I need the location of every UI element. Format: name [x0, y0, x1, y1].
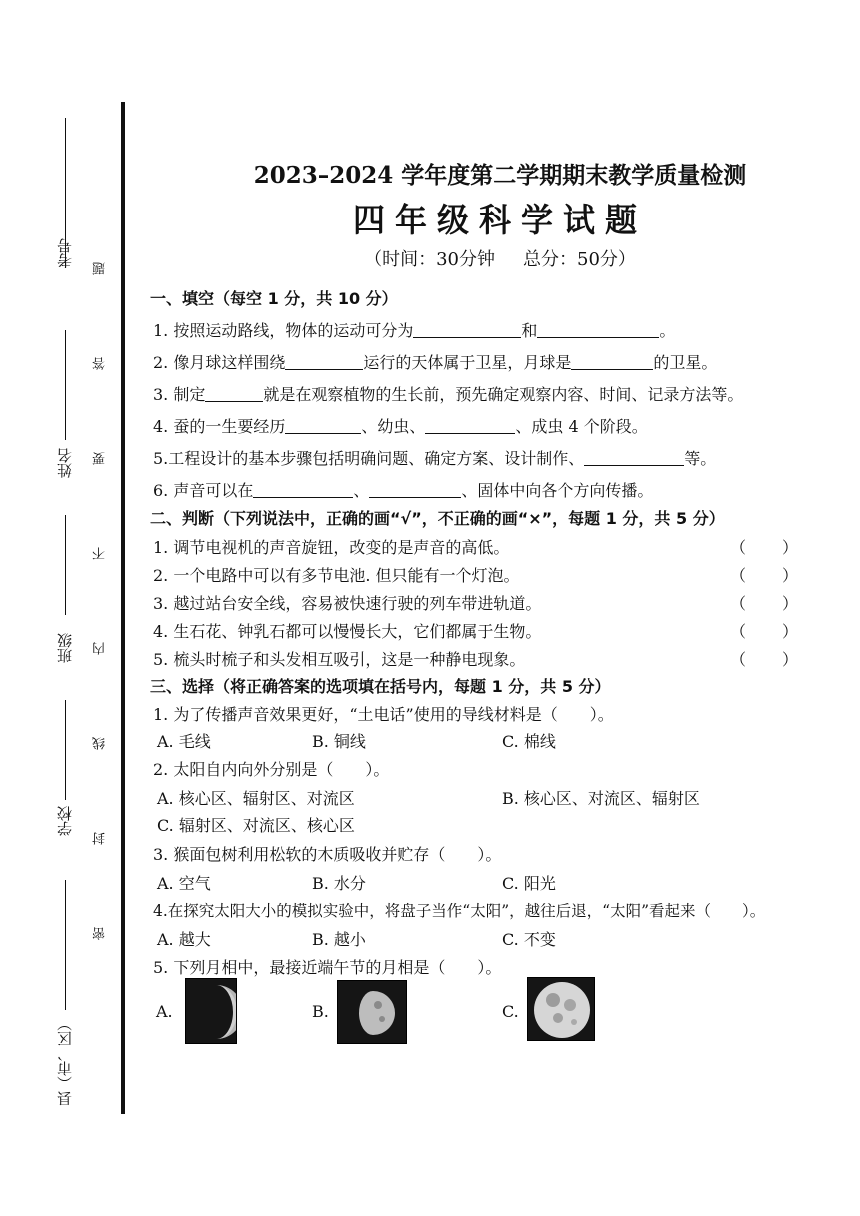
option-a[interactable]: A. 毛线 — [157, 732, 211, 751]
answer-parentheses[interactable] — [730, 563, 798, 586]
question-text: 。 — [659, 321, 676, 340]
field-line-xingming — [65, 330, 66, 440]
answer-parentheses[interactable] — [730, 535, 798, 558]
option-c[interactable]: C. 不变 — [502, 930, 556, 949]
paren-open: （ — [730, 594, 747, 613]
answer-blank[interactable] — [253, 482, 353, 498]
seal-char: 答 — [93, 357, 108, 370]
seal-char: 内 — [93, 642, 108, 655]
answer-parentheses[interactable] — [730, 647, 798, 670]
fill-question-6 — [153, 478, 653, 501]
crescent-moon-icon[interactable] — [185, 978, 237, 1044]
fill-question-3 — [153, 382, 743, 405]
choice-question-1: 1. 为了传播声音效果更好，“土电话”使用的导线材料是（ ）。 — [153, 705, 614, 724]
question-text: 、固体中向各个方向传播。 — [461, 481, 654, 500]
question-text: 和 — [521, 321, 538, 340]
seal-char: 要 — [93, 452, 108, 465]
option-a[interactable]: A. 核心区、辐射区、对流区 — [157, 789, 355, 808]
paren-close: ） — [781, 538, 798, 557]
question-text: 、幼虫、 — [361, 417, 426, 436]
exam-info — [140, 245, 860, 271]
paren-close: ） — [781, 594, 798, 613]
answer-blank[interactable] — [285, 354, 363, 370]
question-text: 运行的天体属于卫星，月球是 — [363, 353, 572, 372]
answer-blank[interactable] — [537, 322, 659, 338]
option-a[interactable]: A. — [156, 1002, 173, 1021]
question-text: 5.工程设计的基本步骤包括明确问题、确定方案、设计制作、 — [153, 449, 585, 468]
answer-blank[interactable] — [369, 482, 461, 498]
paren-close: ） — [781, 566, 798, 585]
question-text: 就是在观察植物的生长前，预先确定观察内容、时间、记录方法等。 — [263, 385, 744, 404]
option-b[interactable]: B. — [312, 1002, 329, 1021]
answer-blank[interactable] — [571, 354, 653, 370]
field-line-banji — [65, 515, 66, 615]
question-text: 1. 按照运动路线，物体的运动可分为 — [153, 321, 414, 340]
answer-blank[interactable] — [425, 418, 515, 434]
answer-blank[interactable] — [285, 418, 361, 434]
field-line-xuexiao — [65, 700, 66, 800]
total-score: 总分：50分） — [523, 249, 636, 270]
judge-question-5: 5. 梳头时梳子和头发相互吸引，这是一种静电现象。 — [153, 650, 526, 669]
choice-question-4: 4.在探究太阳大小的模拟实验中，将盘子当作“太阳”，越往后退，“太阳”看起来（ ）。 — [153, 902, 766, 920]
question-text: 3. 制定 — [153, 385, 206, 404]
judge-question-3: 3. 越过站台安全线，容易被快速行驶的列车带进轨道。 — [153, 594, 542, 613]
choice-question-5: 5. 下列月相中，最接近端午节的月相是（ ）。 — [153, 958, 502, 977]
question-text: 的卫星。 — [653, 353, 718, 372]
fill-question-4 — [153, 414, 648, 437]
option-c[interactable]: C. 棉线 — [502, 732, 556, 751]
option-a[interactable]: A. 越大 — [157, 930, 211, 949]
judge-question-4: 4. 生石花、钟乳石都可以慢慢长大，它们都属于生物。 — [153, 622, 542, 641]
question-text: 、 — [353, 481, 370, 500]
seal-char: 密 — [93, 927, 108, 940]
gibbous-moon-icon[interactable] — [337, 980, 407, 1044]
field-banji[interactable]: 班级 — [56, 633, 74, 663]
field-line-county — [65, 880, 66, 1010]
option-b[interactable]: B. 越小 — [312, 930, 366, 949]
judge-question-1: 1. 调节电视机的声音旋钮，改变的是声音的高低。 — [153, 538, 510, 557]
time-limit: （时间：30分钟 — [364, 249, 495, 270]
seal-char: 不 — [93, 547, 108, 560]
question-text: 2. 像月球这样围绕 — [153, 353, 286, 372]
question-text: 6. 声音可以在 — [153, 481, 254, 500]
fill-question-5 — [153, 446, 716, 469]
choice-question-2: 2. 太阳自内向外分别是（ ）。 — [153, 760, 390, 779]
answer-blank[interactable] — [205, 386, 263, 402]
question-text: 、成虫 4 个阶段。 — [515, 417, 648, 436]
paren-close: ） — [781, 650, 798, 669]
option-c[interactable]: C. 阳光 — [502, 874, 556, 893]
option-c[interactable]: C. 辐射区、对流区、核心区 — [157, 816, 355, 835]
section-3-heading: 三、选择（将正确答案的选项填在括号内，每题 1 分，共 5 分） — [150, 677, 611, 696]
option-a[interactable]: A. 空气 — [157, 874, 211, 893]
field-kaohao[interactable]: 考号 — [56, 238, 74, 268]
paren-close: ） — [781, 622, 798, 641]
exam-title: 2023–2024 学年度第二学期期末教学质量检测 — [253, 162, 747, 189]
binding-margin — [0, 0, 130, 1216]
paren-open: （ — [730, 622, 747, 641]
field-county[interactable]: 县（市、区） — [56, 1016, 74, 1106]
answer-parentheses[interactable] — [730, 591, 798, 614]
question-text: 等。 — [684, 449, 717, 468]
full-moon-icon[interactable] — [527, 977, 595, 1041]
paren-open: （ — [730, 650, 747, 669]
judge-question-2: 2. 一个电路中可以有多节电池. 但只能有一个灯泡。 — [153, 566, 520, 585]
option-b[interactable]: B. 核心区、对流区、辐射区 — [502, 789, 700, 808]
section-1-heading: 一、填空（每空 1 分，共 10 分） — [150, 289, 398, 308]
fill-question-1 — [153, 318, 675, 341]
section-2-heading: 二、判断（下列说法中，正确的画“√”，不正确的画“×”，每题 1 分，共 5 分） — [150, 509, 725, 528]
fill-question-2 — [153, 350, 717, 373]
option-c[interactable]: C. — [502, 1002, 519, 1021]
binding-rule — [121, 102, 125, 1114]
option-b[interactable]: B. 铜线 — [312, 732, 366, 751]
question-text: 4. 蚕的一生要经历 — [153, 417, 286, 436]
subject-title: 四年级科学试题 — [352, 201, 647, 239]
answer-blank[interactable] — [584, 450, 684, 466]
choice-question-3: 3. 猴面包树利用松软的木质吸收并贮存（ ）。 — [153, 845, 502, 864]
paren-open: （ — [730, 538, 747, 557]
field-xingming[interactable]: 姓名 — [56, 448, 74, 478]
seal-char: 封 — [93, 832, 108, 845]
seal-char: 线 — [93, 737, 108, 750]
answer-parentheses[interactable] — [730, 619, 798, 642]
answer-blank[interactable] — [413, 322, 521, 338]
paren-open: （ — [730, 566, 747, 585]
seal-char: 题 — [93, 262, 108, 275]
option-b[interactable]: B. 水分 — [312, 874, 366, 893]
field-xuexiao[interactable]: 学校 — [56, 806, 74, 836]
